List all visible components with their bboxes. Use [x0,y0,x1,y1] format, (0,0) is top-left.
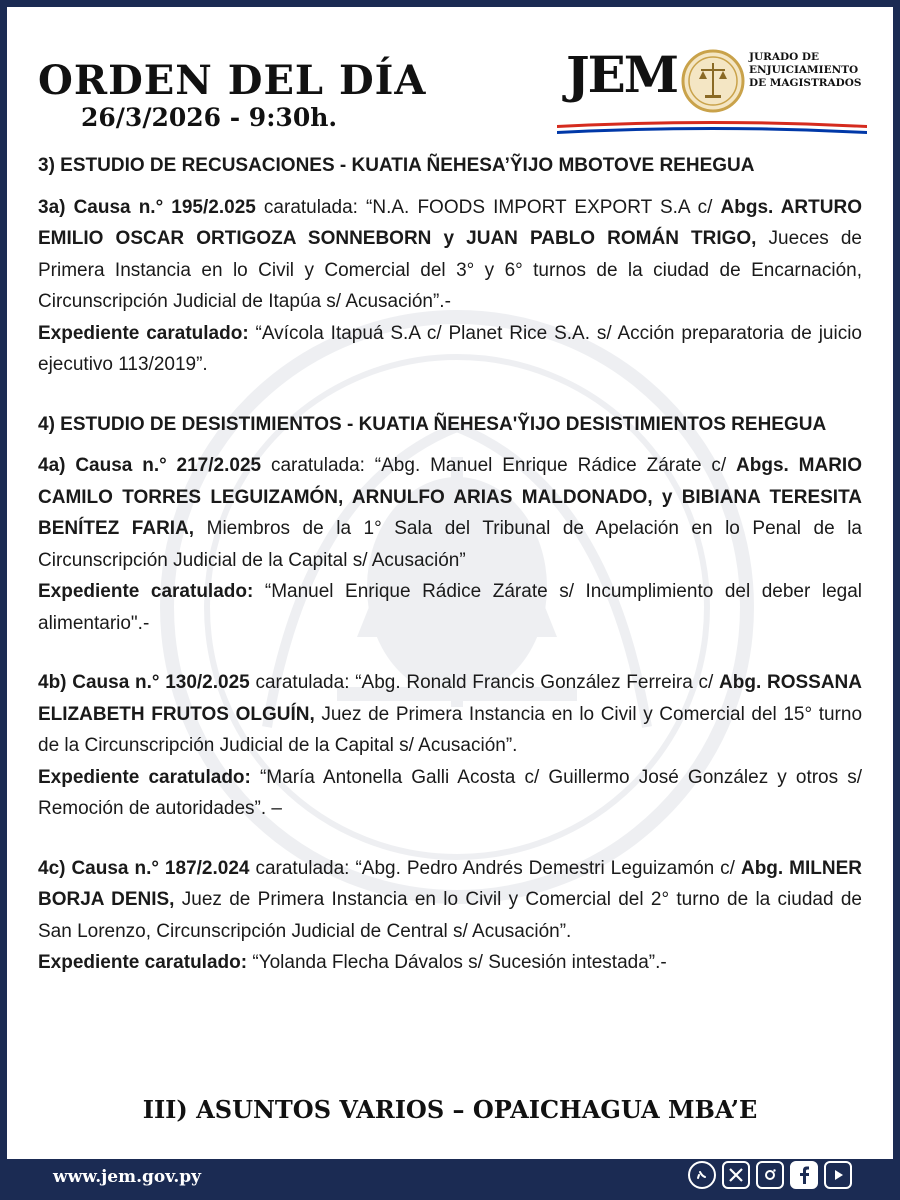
logo-name [749,51,879,90]
section-heading: 3) ESTUDIO DE RECUSACIONES - KUATIA ÑEHESA’ỸIJO MBOTOVE REHEGUA [38,155,755,176]
respondent-names: Abg. ROSSANA ELIZABETH FRUTOS OLGUÍN, [38,672,862,725]
case-item-3a: 3a) Causa n.° 195/2.025 caratulada: “N.A. FOODS IMPORT EXPORT S.A c/ Abgs. ARTURO EMILIO OSCAR ORTIGOZA SONNEBORN y JUAN PABLO ROMÁN TRIGO, Jueces de Primera Instancia en lo Civil y Comercial del 3° y 6° turnos de la ciudad de Encarnación, Circunscripción Judicial de Itapúa s/ Acusación”.- [38,196,862,312]
case-expediente: Expediente caratulado: “Avícola Itapuá S.A c/ Planet Rice S.A. s/ Acción preparatoria de juicio ejecutivo 113/2019”. [38,322,862,375]
case-expediente: Expediente caratulado: “Manuel Enrique Rádice Zárate s/ Incumplimiento del deber legal alimentario".- [38,581,862,634]
logo-name-line: JURADO DE [749,51,820,63]
x-icon[interactable] [722,1161,750,1189]
logo-name-line: DE MAGISTRADOS [749,77,862,89]
social-icons [688,1161,852,1191]
case-expediente: Expediente caratulado: “María Antonella Galli Acosta c/ Guillermo José González y otros s/ Remoción de autoridades”. – [38,766,862,819]
logo-name-line: ENJUICIAMIENTO [749,64,859,76]
case-label: 3a) Causa n.° 195/2.025 [38,196,256,218]
youtube-icon[interactable] [824,1161,852,1189]
document-sheet [7,7,893,1159]
page-title: ORDEN DEL DÍA [38,57,427,104]
seal-icon [681,49,745,113]
whatsapp-icon[interactable] [688,1161,716,1189]
instagram-icon[interactable] [756,1161,784,1189]
case-label: 4b) Causa n.° 130/2.025 [38,672,250,693]
respondent-names: Abgs. MARIO CAMILO TORRES LEGUIZAMÓN, ARNULFO ARIAS MALDONADO, y BIBIANA TERESITA BENÍTEZ FARIA, [38,455,862,539]
website-link[interactable]: www.jem.gov.py [53,1167,202,1187]
respondent-names: Abg. MILNER BORJA DENIS, [38,857,862,910]
case-item-4c: 4c) Causa n.° 187/2.024 caratulada: “Abg. Pedro Andrés Demestri Leguizamón c/ Abg. MILNER BORJA DENIS, Juez de Primera Instancia en lo Civil y Comercial del 2° turno de la ciudad de San Lorenzo, Circunscripción Judicial de Central s/ Acusación”. [38,857,862,942]
section-heading-asuntos-varios: III) ASUNTOS VARIOS – OPAICHAGUA MBA’E [142,1095,758,1124]
section-heading: 4) ESTUDIO DE DESISTIMIENTOS - KUATIA ÑEHESA'ỸIJO DESISTIMIENTOS REHEGUA [38,413,827,435]
respondent-names: Abgs. ARTURO EMILIO OSCAR ORTIGOZA SONNEBORN y JUAN PABLO ROMÁN TRIGO, [38,196,862,249]
agenda-content [38,150,862,979]
session-date: 26/3/2026 - 9:30h. [81,103,338,132]
logo-acronym: JEM [566,45,678,104]
jem-logo [557,45,877,145]
facebook-icon[interactable] [790,1161,818,1189]
flag-stripe [557,119,867,135]
case-label: 4c) Causa n.° 187/2.024 [38,857,250,879]
case-item-4a: 4a) Causa n.° 217/2.025 caratulada: “Abg. Manuel Enrique Rádice Zárate c/ Abgs. MARIO CAMILO TORRES LEGUIZAMÓN, ARNULFO ARIAS MALDONADO, y BIBIANA TERESITA BENÍTEZ FARIA, Miembros de la 1° Sala del Tribunal de Apelación en lo Penal de la Circunscripción Judicial de la Capital s/ Acusación” [38,455,862,571]
case-item-4b: 4b) Causa n.° 130/2.025 caratulada: “Abg. Ronald Francis González Ferreira c/ Abg. ROSSANA ELIZABETH FRUTOS OLGUÍN, Juez de Primera Instancia en lo Civil y Comercial del 15° turno de la Circunscripción Judicial de la Capital s/ Acusación”. [38,672,863,756]
case-expediente: Expediente caratulado: “Yolanda Flecha Dávalos s/ Sucesión intestada”.- [38,952,667,973]
case-label: 4a) Causa n.° 217/2.025 [38,455,262,476]
